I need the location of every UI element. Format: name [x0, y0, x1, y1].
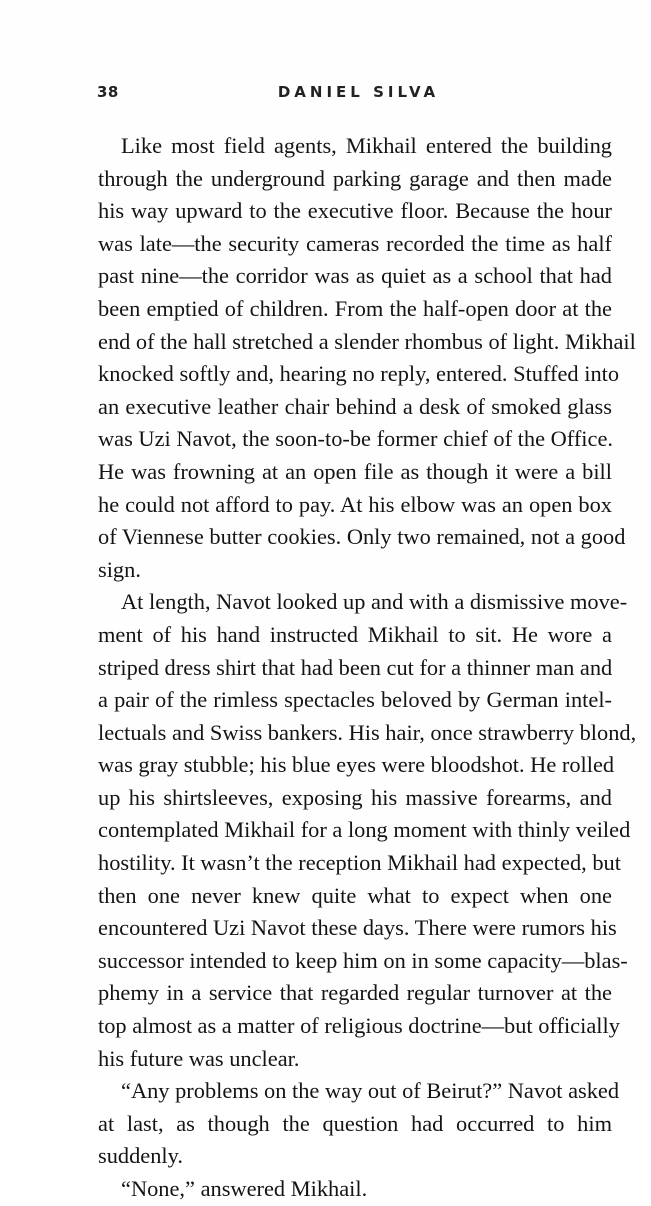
text-line: he could not afford to pay. At his elbow was an open box: [98, 491, 612, 517]
paragraph: [98, 586, 637, 1075]
text-line: He was frowning at an open file as though it were a bill: [98, 458, 612, 484]
text-line: “Any problems on the way out of Beirut?” Navot asked: [121, 1078, 620, 1104]
text-line: sign.: [98, 556, 141, 582]
text-line: contemplated Mikhail for a long moment with thinly veiled: [98, 817, 631, 843]
text-line: was late—the security cameras recorded the time as half: [98, 230, 612, 256]
text-line: phemy in a service that regarded regular turnover at the: [98, 980, 612, 1006]
text-line: his way upward to the executive floor. Because the hour: [98, 198, 612, 224]
paragraph: [98, 130, 636, 586]
running-head: [97, 80, 612, 104]
text-line: of Viennese butter cookies. Only two remained, not a good: [98, 524, 626, 550]
text-line: his future was unclear.: [98, 1045, 300, 1071]
text-line: successor intended to keep him on in some capacity—blas-: [98, 947, 628, 973]
text-line: At length, Navot looked up and with a dismissive move-: [121, 589, 628, 615]
text-line: at last, as though the question had occurred to him: [98, 1110, 612, 1136]
text-line: was gray stubble; his blue eyes were bloodshot. He rolled: [98, 752, 615, 778]
text-line: striped dress shirt that had been cut for a thinner man and: [98, 654, 613, 680]
author-name: DANIEL SILVA: [277, 83, 440, 101]
text-line: knocked softly and, hearing no reply, entered. Stuffed into: [98, 361, 620, 387]
text-line: top almost as a matter of religious doctrine—but officially: [98, 1013, 620, 1039]
paragraph: [98, 1173, 612, 1206]
text-line: encountered Uzi Navot these days. There were rumors his: [98, 915, 617, 941]
text-line: “None,” answered Mikhail.: [121, 1176, 368, 1201]
text-line: through the underground parking garage and then made: [98, 165, 612, 191]
page-number: 38: [97, 83, 119, 101]
text-line: was Uzi Navot, the soon-to-be former chief of the Office.: [98, 426, 614, 452]
text-line: hostility. It wasn’t the reception Mikhail had expected, but: [98, 850, 621, 876]
text-line: a pair of the rimless spectacles beloved by German intel-: [98, 687, 612, 713]
text-line: ment of his hand instructed Mikhail to sit. He wore a: [98, 621, 612, 647]
paragraph: [98, 1075, 620, 1173]
text-line: an executive leather chair behind a desk of smoked glass: [98, 393, 612, 419]
text-line: then one never knew quite what to expect when one: [98, 882, 612, 908]
text-line: lectuals and Swiss bankers. His hair, once strawberry blond,: [98, 719, 637, 745]
text-line: Like most field agents, Mikhail entered the building: [121, 133, 612, 158]
text-line: been emptied of children. From the half-open door at the: [98, 295, 612, 321]
text-line: suddenly.: [98, 1143, 183, 1169]
text-line: up his shirtsleeves, exposing his massive forearms, and: [98, 784, 612, 810]
text-line: end of the hall stretched a slender rhombus of light. Mikhail: [98, 328, 636, 354]
text-line: past nine—the corridor was as quiet as a school that had: [98, 263, 612, 289]
body-text: [98, 130, 637, 1206]
